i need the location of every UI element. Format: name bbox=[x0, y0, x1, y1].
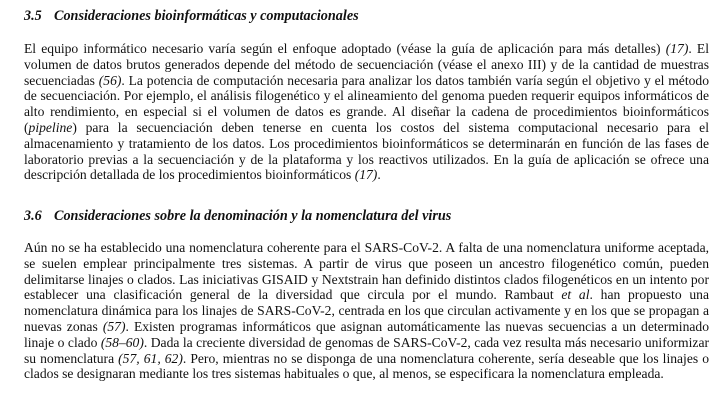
paragraph-text: . bbox=[377, 167, 381, 183]
paragraph-text: . han propuesto una nomenclatura dinámica para los linajes de SARS-CoV-2, centrada en los que circulan activamente y en los que se propagan a nuevas zonas bbox=[24, 287, 709, 334]
paragraph-text: . Dada la creciente diversidad de genomas de SARS-CoV-2, cada vez resulta más necesario uniformizar su nomenclatura bbox=[24, 334, 710, 366]
section-title: Consideraciones bioinformáticas y computacionales bbox=[54, 8, 359, 24]
italic-text: (58–60) bbox=[100, 334, 144, 350]
italic-text: (17) bbox=[354, 167, 378, 183]
paragraph-text: . El volumen de datos brutos generados depende del método de secuenciación (véase el anexo III) y de la cantidad de muestras secuenciadas bbox=[24, 41, 709, 88]
section-heading-3-5 bbox=[24, 7, 359, 25]
section-paragraph bbox=[24, 41, 709, 183]
italic-text: (17) bbox=[665, 41, 689, 56]
paragraph-text: . La potencia de computación necesaria para analizar los datos también varía según el objetivo y el método de secuenciación. Por ejemplo, el análisis filogenético y el alineamiento del genoma pueden requerir equipos informáticos de alto rendimiento, en especial si el volumen de datos es grande. Al diseñar la cadena de procedimientos bioinformáticos ( bbox=[24, 72, 709, 135]
italic-text: (57) bbox=[102, 318, 126, 334]
italic-text: pipeline bbox=[28, 119, 73, 135]
section-heading-3-6 bbox=[24, 207, 451, 225]
section-number: 3.6 bbox=[24, 208, 42, 224]
paragraph-text: El equipo informático necesario varía según el enfoque adoptado (véase la guía de aplicación para más detalles) bbox=[24, 41, 666, 56]
section-number: 3.5 bbox=[24, 8, 42, 24]
paragraph-text: Aún no se ha establecido una nomenclatura coherente para el SARS-CoV-2. A falta de una nomenclatura uniforme aceptada, se suelen emplear principalmente tres sistemas. A partir de virus que poseen un ancestro filogenético común, pueden delimitarse linajes o clados. Las iniciativas GISAID y Nextstrain han definido distintos clados filogenéticos en un intento por establecer una clasificación general de la diversidad que circula por el mundo. Rambaut bbox=[24, 240, 709, 303]
paragraph-text: . Pero, mientras no se disponga de una nomenclatura coherente, sería deseable que los linajes o clados se designaran mediante los tres sistemas habituales o que, al menos, se especificara la nomenclatura empleada. bbox=[24, 350, 709, 382]
italic-text: et al bbox=[561, 287, 590, 303]
italic-text: (57, 61, 62) bbox=[118, 350, 183, 366]
section-paragraph bbox=[24, 240, 709, 382]
paragraph-text: ) para la secuenciación deben tenerse en cuenta los costos del sistema computacional necesario para el almacenamiento y tratamiento de los datos. Los procedimientos bioinformáticos se determinarán en función de las fases de laboratorio previas a la secuenciación y de la plataforma y los reactivos utilizados. En la guía de aplicación se ofrece una descripción detallada de los procedimientos bioinformáticos bbox=[24, 119, 709, 183]
section-title: Consideraciones sobre la denominación y la nomenclatura del virus bbox=[54, 208, 452, 224]
italic-text: (56) bbox=[98, 72, 122, 88]
paragraph-text: . Existen programas informáticos que asignan automáticamente las nuevas secuencias a un determinado linaje o clado bbox=[24, 318, 709, 350]
